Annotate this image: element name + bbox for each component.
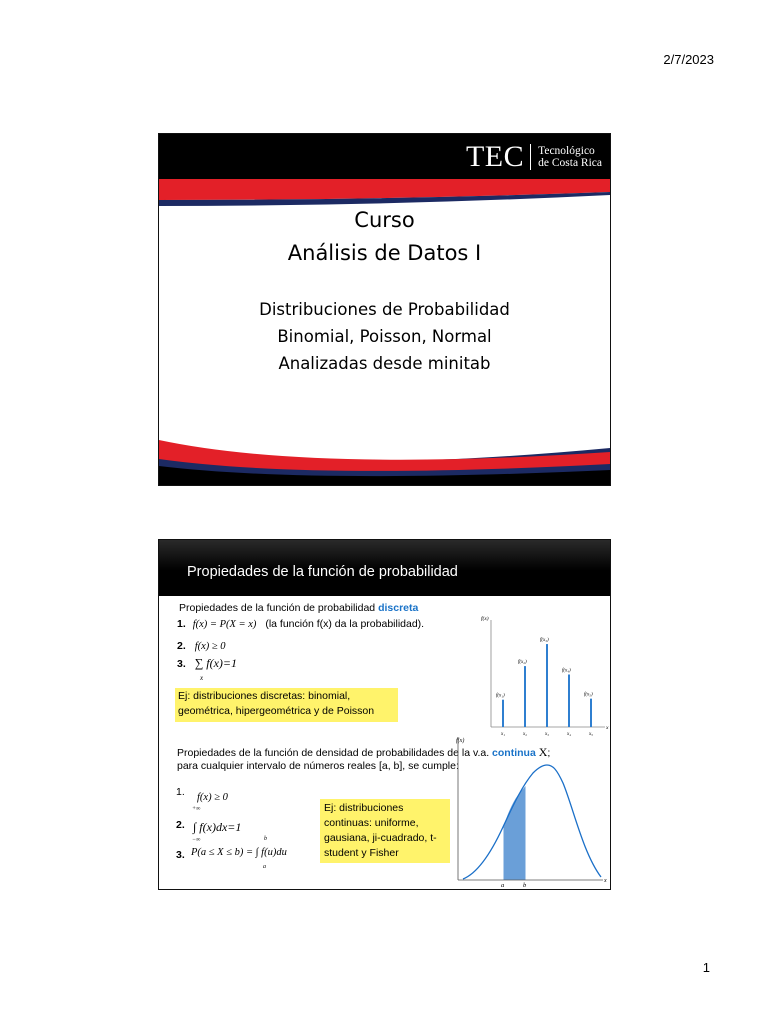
continuous-number-3: 3.: [176, 849, 185, 861]
document-date: 2/7/2023: [663, 52, 714, 67]
example-line-3: gausiana, ji-cuadrado, t-: [324, 832, 437, 844]
logo-name: [538, 145, 602, 170]
discrete-heading-text: Propiedades de la función de probabilidad: [179, 602, 376, 614]
continuous-variable: X: [538, 745, 548, 759]
subtitle-line-1: Distribuciones de Probabilidad: [259, 300, 510, 319]
property-formula: ∑ f(x)=1: [194, 656, 237, 670]
continuous-example-box: [320, 799, 450, 863]
stem-y-label: f(x): [481, 616, 489, 622]
density-y-label: f(x): [456, 738, 465, 744]
logo-line2: de Costa Rica: [538, 157, 602, 169]
properties-slide: [158, 539, 611, 890]
stem-bar-label: f(x₅): [584, 692, 593, 698]
label-a: a: [501, 882, 505, 889]
discrete-property-1: [177, 618, 424, 630]
heading-semicolon: ;: [547, 747, 551, 759]
stem-x-tick-label: x₃: [545, 732, 549, 737]
discrete-example-box: [175, 688, 398, 722]
title-slide: [158, 133, 611, 486]
course-title: [159, 204, 610, 270]
subtitle-line-2: Binomial, Poisson, Normal: [277, 327, 492, 346]
stem-x-tick-label: x₂: [523, 732, 527, 737]
property-number: 2.: [177, 640, 186, 652]
slide-title: Propiedades de la función de probabilidad: [187, 564, 458, 580]
continuous-number-2: 2.: [176, 819, 185, 831]
stem-bar-label: f(x₁): [496, 693, 505, 699]
integral-upper: +∞: [192, 806, 201, 812]
stem-x-tick-label: x₅: [589, 732, 593, 737]
course-subtitle: [159, 296, 610, 377]
integral-lower: −∞: [192, 837, 201, 843]
property-note: (la función f(x) da la probabilidad).: [265, 618, 425, 630]
logo-separator: [530, 144, 531, 170]
example-line-2: geométrica, hipergeométrica y de Poisson: [178, 705, 375, 717]
property-number: 3.: [177, 658, 186, 670]
stem-x-tick-label: x₄: [567, 732, 571, 737]
sum-subscript: x: [200, 674, 204, 682]
discrete-property-2: [177, 640, 226, 652]
continuous-property-1: f(x) ≥ 0: [197, 792, 228, 803]
integral-upper-b: b: [264, 836, 267, 842]
stem-bar-label: f(x₂): [518, 660, 527, 666]
property-number: 1.: [177, 618, 186, 630]
continuous-number-1: 1.: [176, 786, 185, 798]
probability-area: [504, 786, 526, 880]
discrete-stem-chart: [479, 612, 610, 737]
discrete-heading: [179, 602, 418, 614]
density-x-end: x: [604, 878, 607, 884]
example-line-2: continuas: uniforme,: [324, 817, 419, 829]
density-curve-chart: [453, 735, 610, 889]
continuous-property-2: ∫ f(x)dx=1: [193, 820, 242, 834]
discrete-property-3: [177, 656, 237, 671]
example-line-1: Ej: distribuciones: [324, 802, 404, 814]
density-curve: [463, 765, 601, 879]
logo-line1: Tecnológico: [538, 144, 595, 157]
continuous-property-3: P(a ≤ X ≤ b) = ∫ f(u)du: [191, 847, 287, 858]
tec-logo: [466, 142, 602, 172]
stem-x-end: x: [606, 725, 609, 731]
bottom-swoosh: [159, 424, 610, 485]
discrete-emphasis: discreta: [378, 602, 419, 614]
title-line-1: Curso: [354, 208, 415, 232]
property-formula: f(x) = P(X = x): [192, 619, 257, 630]
page-number: 1: [702, 960, 710, 975]
label-b: b: [523, 882, 527, 889]
property-formula: f(x) ≥ 0: [194, 641, 226, 652]
continuous-emphasis: continua: [492, 747, 536, 759]
continuous-heading-text: Propiedades de la función de densidad de probabilidades de la v.a.: [177, 747, 490, 759]
example-line-4: student y Fisher: [324, 847, 399, 859]
stem-x-tick-label: x₁: [501, 732, 505, 737]
continuous-heading-line-2: para cualquier intervalo de números reales [a, b], se cumple:: [177, 760, 459, 772]
stem-bar-label: f(x₄): [562, 668, 571, 674]
example-line-1: Ej: distribuciones discretas: binomial,: [178, 690, 351, 702]
logo-acronym: TEC: [465, 140, 525, 173]
subtitle-line-3: Analizadas desde minitab: [278, 354, 491, 373]
slide-header: [159, 540, 610, 596]
integral-lower-a: a: [263, 864, 266, 870]
title-line-2: Análisis de Datos I: [287, 241, 482, 265]
stem-bar-label: f(x₃): [540, 638, 549, 644]
